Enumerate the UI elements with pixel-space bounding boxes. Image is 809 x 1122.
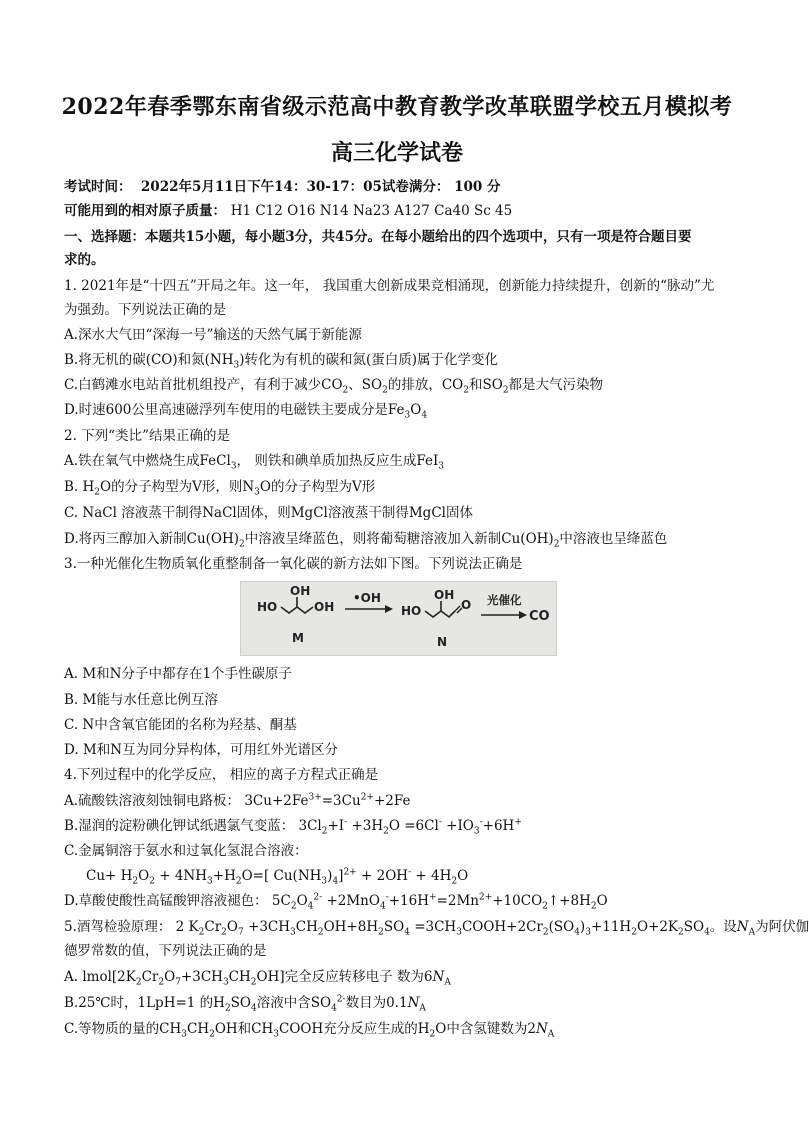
q4-option-b: B.湿润的淀粉碘化钾试纸遇氯气变蓝： $3Cl_2+I^- +3H_2O =6Cl^- +IO_3^-+6H^+$ [64,817,522,837]
m-right-oh-label: OH [314,600,335,614]
atomic-mass-values: H1 C12 O16 N14 Na23 A127 Ca40 Sc 45 [230,203,513,219]
q3-stem: 3.一种光催化生物质氧化重整制备一氧化碳的新方法如下图。下列说法正确是 [64,556,523,572]
q4-option-a: A.硫酸铁溶液刻蚀铜电路板： $3Cu+2Fe^{3+}=3Cu^{2+}+2Fe$ [64,792,411,809]
q2-option-a: A.铁在氧气中燃烧生成FeCl$_3$， 则铁和碘单质加热反应生成FeI$_3$ [64,453,445,472]
q5-stem-line2: 德罗常数的值，下列说法正确的是 [64,943,267,959]
q2-option-d: D.将丙三醇加入新制$Cu(OH)_2$中溶液呈绛蓝色，则将葡萄糖溶液加入新制$Cu(OH)_2$中溶液也呈绛蓝色 [64,531,668,550]
exam-time-line [64,177,736,197]
q3-option-b: B. M能与水任意比例互溶 [64,692,218,708]
arrow-2-head [519,611,527,619]
atomic-mass-label: 可能用到的相对原子质量： [64,203,226,219]
atomic-mass-line [64,201,736,221]
exam-time-label: 考试时间： [64,179,132,195]
q1-option-a: A.深水大气田“深海一号”输送的天然气属于新能源 [64,327,362,343]
q2-stem: 2. 下列“类比”结果正确的是 [64,428,230,444]
q3-option-a: A. M和N分子中都存在1个手性碳原子 [64,666,293,682]
q4-stem: 4.下列过程中的化学反应， 相应的离子方程式正确是 [64,767,379,783]
n-skeleton-bond [425,611,455,617]
arrow-1-head [385,605,393,613]
m-ho-label: HO [257,600,278,614]
co-product-label: CO [529,609,550,624]
q1-stem-line2: 为强劲。下列说法正确的是 [64,302,226,318]
exam-subtitle: 高三化学试卷 [330,140,463,166]
q2-option-c: C. NaCl 溶液蒸干制得NaCl固体，则MgCl溶液蒸干制得MgCl固体 [64,505,473,521]
q5-option-a: A. $lmol[2K_2Cr_2O_7+3CH_3CH_2OH]$完全反应转移电子 数为$6N_A$ [64,969,451,988]
reaction-scheme-svg [241,582,556,655]
q5-option-c: C.等物质的量的$CH_3CH_2OH$和$CH_3COOH$充分反应生成的$H_2O$中含氢键数为$2N_A$ [64,1021,555,1040]
reaction-scheme-figure [240,581,557,656]
q5-stem-line1: 5.酒驾检验原理： 2 $K_2Cr_2O_7 +3CH_3CH_2OH+8H_2SO_4$ $=3CH_3COOH+2Cr_2(SO_4)_3+11H_2O+2K_2SO_4$。设$N_A$为阿伏伽 [64,919,809,938]
exam-time-value: 2022年5月11日下午14：30-17：05试卷满分： 100 分 [140,179,501,195]
q1-option-d: D.时速600公里高速磁浮列车使用的电磁铁主要成分是$Fe_3O_4$ [64,402,428,421]
q2-option-b: B. $H_2O$的分子构型为V形，则$N_3O$的分子构型为V形 [64,479,376,498]
exam-title: 2022年春季鄂东南省级示范高中教育教学改革联盟学校五月模拟考 [61,94,733,120]
q4-option-c: C.金属铜溶于氨水和过氧化氢混合溶液： [64,843,308,859]
n-carbonyl-o-label: O [461,598,472,612]
n-top-oh-label: OH [434,588,455,602]
section1-heading-line2: 求的。 [64,252,105,268]
section1-heading-line1: 一、选择题：本题共15小题，每小题3分，共45分。在每小题给出的四个选项中，只有一项是符合题目要 [64,229,692,245]
m-label: M [292,631,304,645]
q4-option-d: D.草酸使酸性高锰酸钾溶液褪色： $5C_2O_4^{2-}$ $+2MnO_4^-+16H^+=2Mn^{2+}+10CO_2↑+8H_2O$ [64,892,608,912]
q4-option-c-equation: $Cu+ H_2O_2 + 4NH_3+H_2O=$[ $Cu(NH_3)_4]^{2+} + 2OH^- + 4H_2O$ [86,867,469,887]
q1-stem-line1: 1. 2021年是“十四五”开局之年。这一年， 我国重大创新成果竞相涌现，创新能力持续提升，创新的“脉动”尤 [64,278,715,294]
q3-option-c: C. N中含氧官能团的名称为羟基、酮基 [64,717,297,733]
n-ho-label: HO [401,604,422,618]
m-skeleton-bond [281,607,313,613]
m-top-oh-label: OH [290,584,311,598]
q5-option-b: B.25℃时，1LpH=1 的$H_2SO_4$溶液中含$SO_4^{2-}$数目为$0.1N_A$ [64,994,426,1014]
q1-option-c: C.白鹤滩水电站首批机组投产，有利于减少$CO_2$、$SO_2$的排放，$CO_2$和$SO_2$都是大气污染物 [64,377,604,396]
q1-option-b: B.将无机的碳(CO)和氮$(NH_3)$转化为有机的碳和氮(蛋白质)属于化学变化 [64,352,499,371]
hydroxyl-radical-label: •OH [353,591,381,605]
photocatalysis-label: 光催化 [487,593,522,607]
n-label: N [437,635,448,649]
q3-option-d: D. M和N互为同分异构体，可用红外光谱区分 [64,742,339,758]
